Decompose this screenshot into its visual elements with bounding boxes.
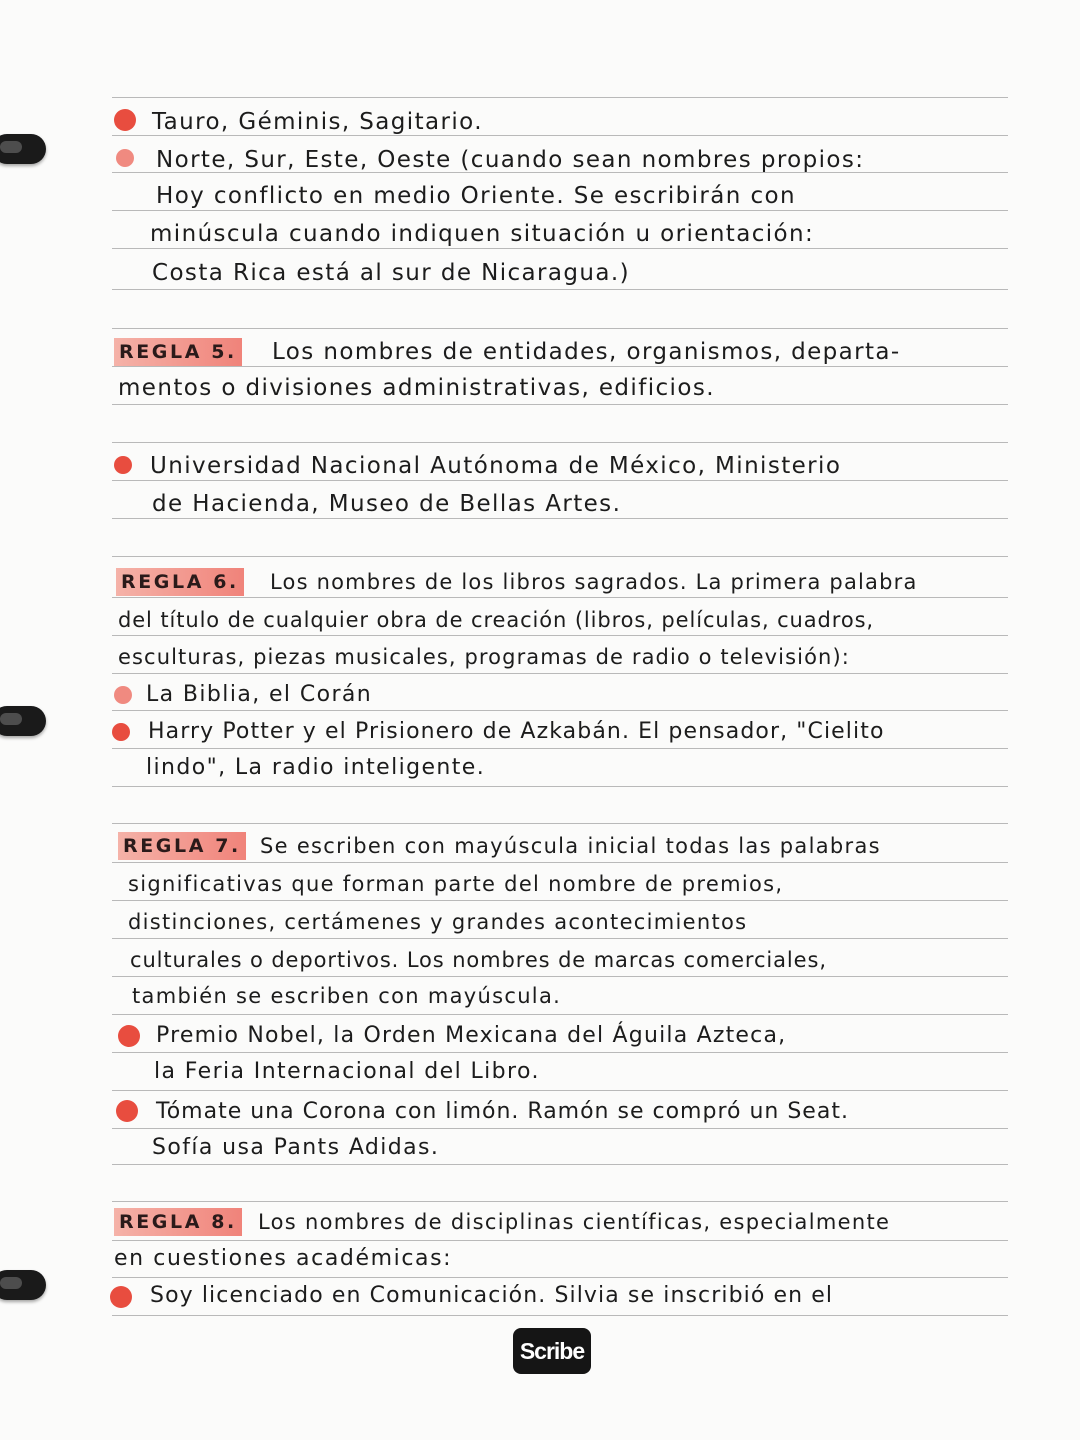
rule-label: REGLA 5. [114, 338, 242, 366]
text-line [0, 1241, 1080, 1277]
rule-heading-line [0, 334, 1080, 370]
line-text: distinciones, certámenes y grandes acontecimientos [128, 910, 748, 934]
line-text: en cuestiones académicas: [114, 1246, 453, 1271]
text-line [0, 602, 1080, 638]
text-line [0, 486, 1080, 522]
bullet-dot-icon [116, 149, 134, 167]
line-text: Soy licenciado en Comunicación. Silvia se inscribió en el [150, 1283, 834, 1308]
bullet-dot-icon [114, 109, 136, 131]
bullet-dot-icon [112, 723, 130, 741]
rule-label: REGLA 8. [114, 1208, 242, 1236]
line-text: la Feria Internacional del Libro. [154, 1059, 540, 1084]
text-line [0, 448, 1080, 484]
line-text: Tómate una Corona con limón. Ramón se compró un Seat. [156, 1099, 849, 1124]
rule-label: REGLA 6. [116, 568, 244, 596]
ruled-line [112, 328, 1008, 329]
line-text: Los nombres de disciplinas científicas, especialmente [258, 1210, 891, 1234]
ruled-line [112, 442, 1008, 443]
text-line [0, 677, 1080, 713]
line-text: Norte, Sur, Este, Oeste (cuando sean nombres propios: [156, 147, 865, 173]
text-line [0, 1094, 1080, 1130]
scribe-logo: Scribe [513, 1328, 591, 1374]
line-text: esculturas, piezas musicales, programas de radio o televisión): [118, 645, 850, 669]
rule-heading-line [0, 828, 1080, 864]
bullet-dot-icon [114, 686, 132, 704]
text-line [0, 866, 1080, 902]
line-text: también se escriben con mayúscula. [132, 984, 562, 1008]
ruled-line [112, 1090, 1008, 1091]
text-line [0, 1278, 1080, 1314]
line-text: lindo", La radio inteligente. [146, 755, 486, 780]
text-line [0, 714, 1080, 750]
line-text: culturales o deportivos. Los nombres de marcas comerciales, [130, 948, 827, 972]
line-text: Premio Nobel, la Orden Mexicana del Águila Azteca, [156, 1023, 787, 1048]
bullet-dot-icon [114, 456, 132, 474]
text-line [0, 370, 1080, 406]
line-text: significativas que forman parte del nombre de premios, [128, 872, 784, 896]
ruled-line [112, 97, 1008, 98]
text-line [0, 750, 1080, 786]
line-text: La Biblia, el Corán [146, 682, 373, 707]
text-line [0, 639, 1080, 675]
text-line [0, 178, 1080, 214]
text-line [0, 255, 1080, 291]
rule-heading-line [0, 1204, 1080, 1240]
line-text: Universidad Nacional Autónoma de México, Ministerio [150, 453, 842, 479]
text-line [0, 1130, 1080, 1166]
line-text: Se escriben con mayúscula inicial todas las palabras [260, 834, 881, 858]
line-text: Costa Rica está al sur de Nicaragua.) [152, 260, 630, 286]
text-line [0, 1018, 1080, 1054]
line-text: Tauro, Géminis, Sagitario. [152, 109, 483, 135]
line-text: mentos o divisiones administrativas, edificios. [118, 375, 715, 401]
bullet-dot-icon [118, 1025, 140, 1047]
text-line [0, 904, 1080, 940]
text-line [0, 104, 1080, 140]
line-text: Sofía usa Pants Adidas. [152, 1135, 440, 1160]
line-text: Harry Potter y el Prisionero de Azkabán. El pensador, "Cielito [148, 719, 885, 744]
text-line [0, 978, 1080, 1014]
line-text: minúscula cuando indiquen situación u orientación: [150, 221, 815, 247]
text-line [0, 942, 1080, 978]
ruled-line [112, 786, 1008, 787]
ruled-line [112, 1014, 1008, 1015]
ruled-line [112, 556, 1008, 557]
line-text: del título de cualquier obra de creación (libros, películas, cuadros, [118, 608, 874, 632]
text-line [0, 216, 1080, 252]
ruled-line [112, 1201, 1008, 1202]
text-line [0, 1054, 1080, 1090]
bullet-dot-icon [116, 1100, 138, 1122]
rule-heading-line [0, 564, 1080, 600]
rule-label: REGLA 7. [118, 832, 246, 860]
ruled-line [112, 823, 1008, 824]
line-text: de Hacienda, Museo de Bellas Artes. [152, 491, 622, 517]
line-text: Los nombres de entidades, organismos, departa- [272, 339, 901, 365]
bullet-dot-icon [110, 1286, 132, 1308]
ruled-line [112, 1315, 1008, 1316]
line-text: Los nombres de los libros sagrados. La primera palabra [270, 570, 918, 594]
line-text: Hoy conflicto en medio Oriente. Se escribirán con [156, 183, 796, 209]
text-line [0, 142, 1080, 178]
